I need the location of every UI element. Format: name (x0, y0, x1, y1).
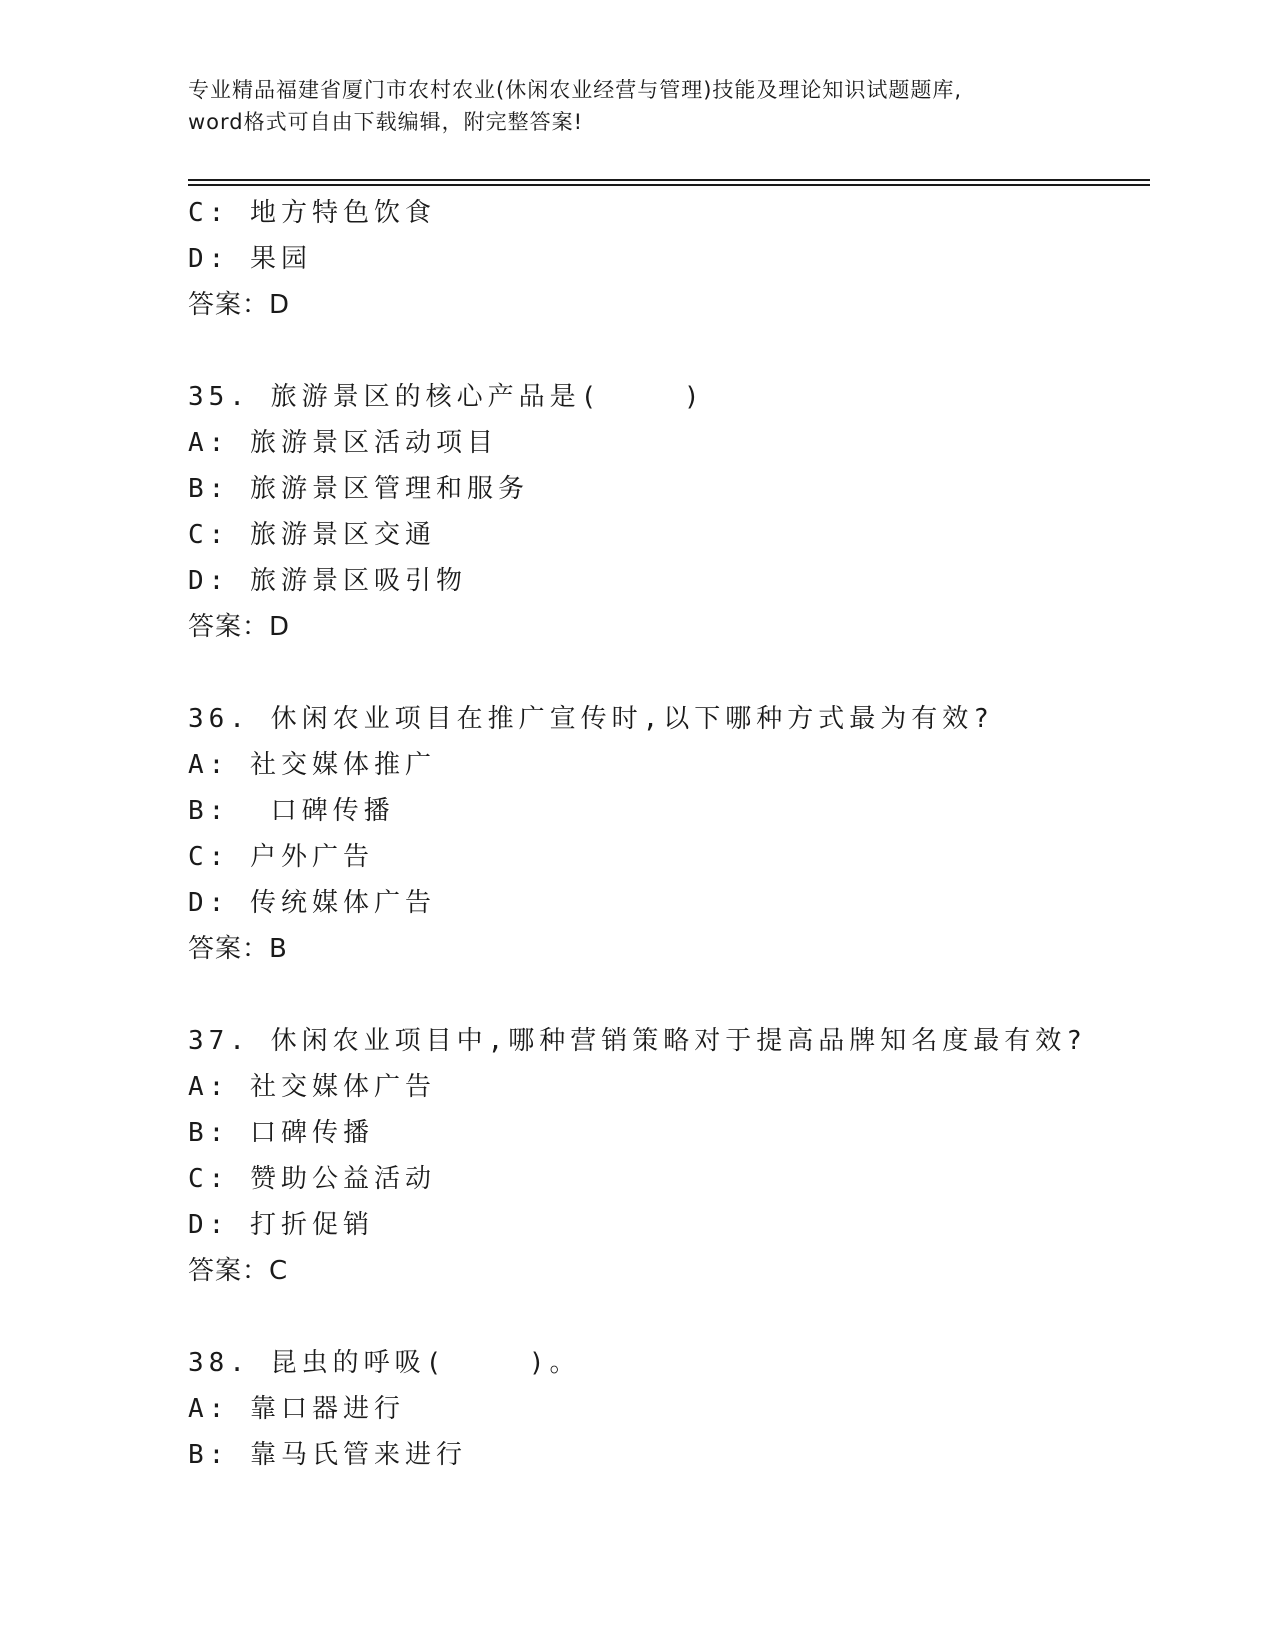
option-b: B: 旅游景区管理和服务 (188, 474, 529, 504)
option-c: C: 户外广告 (188, 842, 374, 872)
option-c: C: 旅游景区交通 (188, 520, 436, 550)
question-list (188, 190, 1148, 1478)
document-header (188, 74, 1088, 138)
header-line-2: word格式可自由下载编辑，附完整答案! (188, 110, 584, 134)
spacer (188, 650, 1148, 696)
answer-line: 答案：B (188, 934, 288, 964)
question-block-34 (188, 190, 1148, 328)
question-stem: 35. 旅游景区的核心产品是( ) (188, 382, 705, 412)
header-divider-bottom (188, 184, 1150, 186)
option-a: A: 社交媒体推广 (188, 750, 436, 780)
answer-line: 答案：C (188, 1256, 289, 1286)
question-block-37 (188, 1018, 1148, 1294)
question-block-38 (188, 1340, 1148, 1478)
option-a: A: 旅游景区活动项目 (188, 428, 498, 458)
question-block-36 (188, 696, 1148, 972)
answer-line: 答案：D (188, 612, 291, 642)
spacer (188, 328, 1148, 374)
option-d: D: 果园 (188, 244, 312, 274)
option-d: D: 传统媒体广告 (188, 888, 436, 918)
question-stem: 38. 昆虫的呼吸( )。 (188, 1348, 581, 1378)
option-b: B: 靠马氏管来进行 (188, 1440, 467, 1470)
option-d: D: 打折促销 (188, 1210, 374, 1240)
question-block-35 (188, 374, 1148, 650)
option-a: A: 社交媒体广告 (188, 1072, 436, 1102)
spacer (188, 1294, 1148, 1340)
option-a: A: 靠口器进行 (188, 1394, 405, 1424)
header-divider-top (188, 179, 1150, 181)
option-d: D: 旅游景区吸引物 (188, 566, 467, 596)
option-c: C: 地方特色饮食 (188, 198, 436, 228)
spacer (188, 972, 1148, 1018)
question-stem: 36. 休闲农业项目在推广宣传时,以下哪种方式最为有效? (188, 704, 994, 734)
answer-line: 答案：D (188, 290, 291, 320)
question-stem: 37. 休闲农业项目中,哪种营销策略对于提高品牌知名度最有效? (188, 1026, 1087, 1056)
option-c: C: 赞助公益活动 (188, 1164, 436, 1194)
option-b: B: 口碑传播 (188, 796, 395, 826)
header-line-1: 专业精品福建省厦门市农村农业(休闲农业经营与管理)技能及理论知识试题题库, (188, 78, 963, 102)
option-b: B: 口碑传播 (188, 1118, 374, 1148)
